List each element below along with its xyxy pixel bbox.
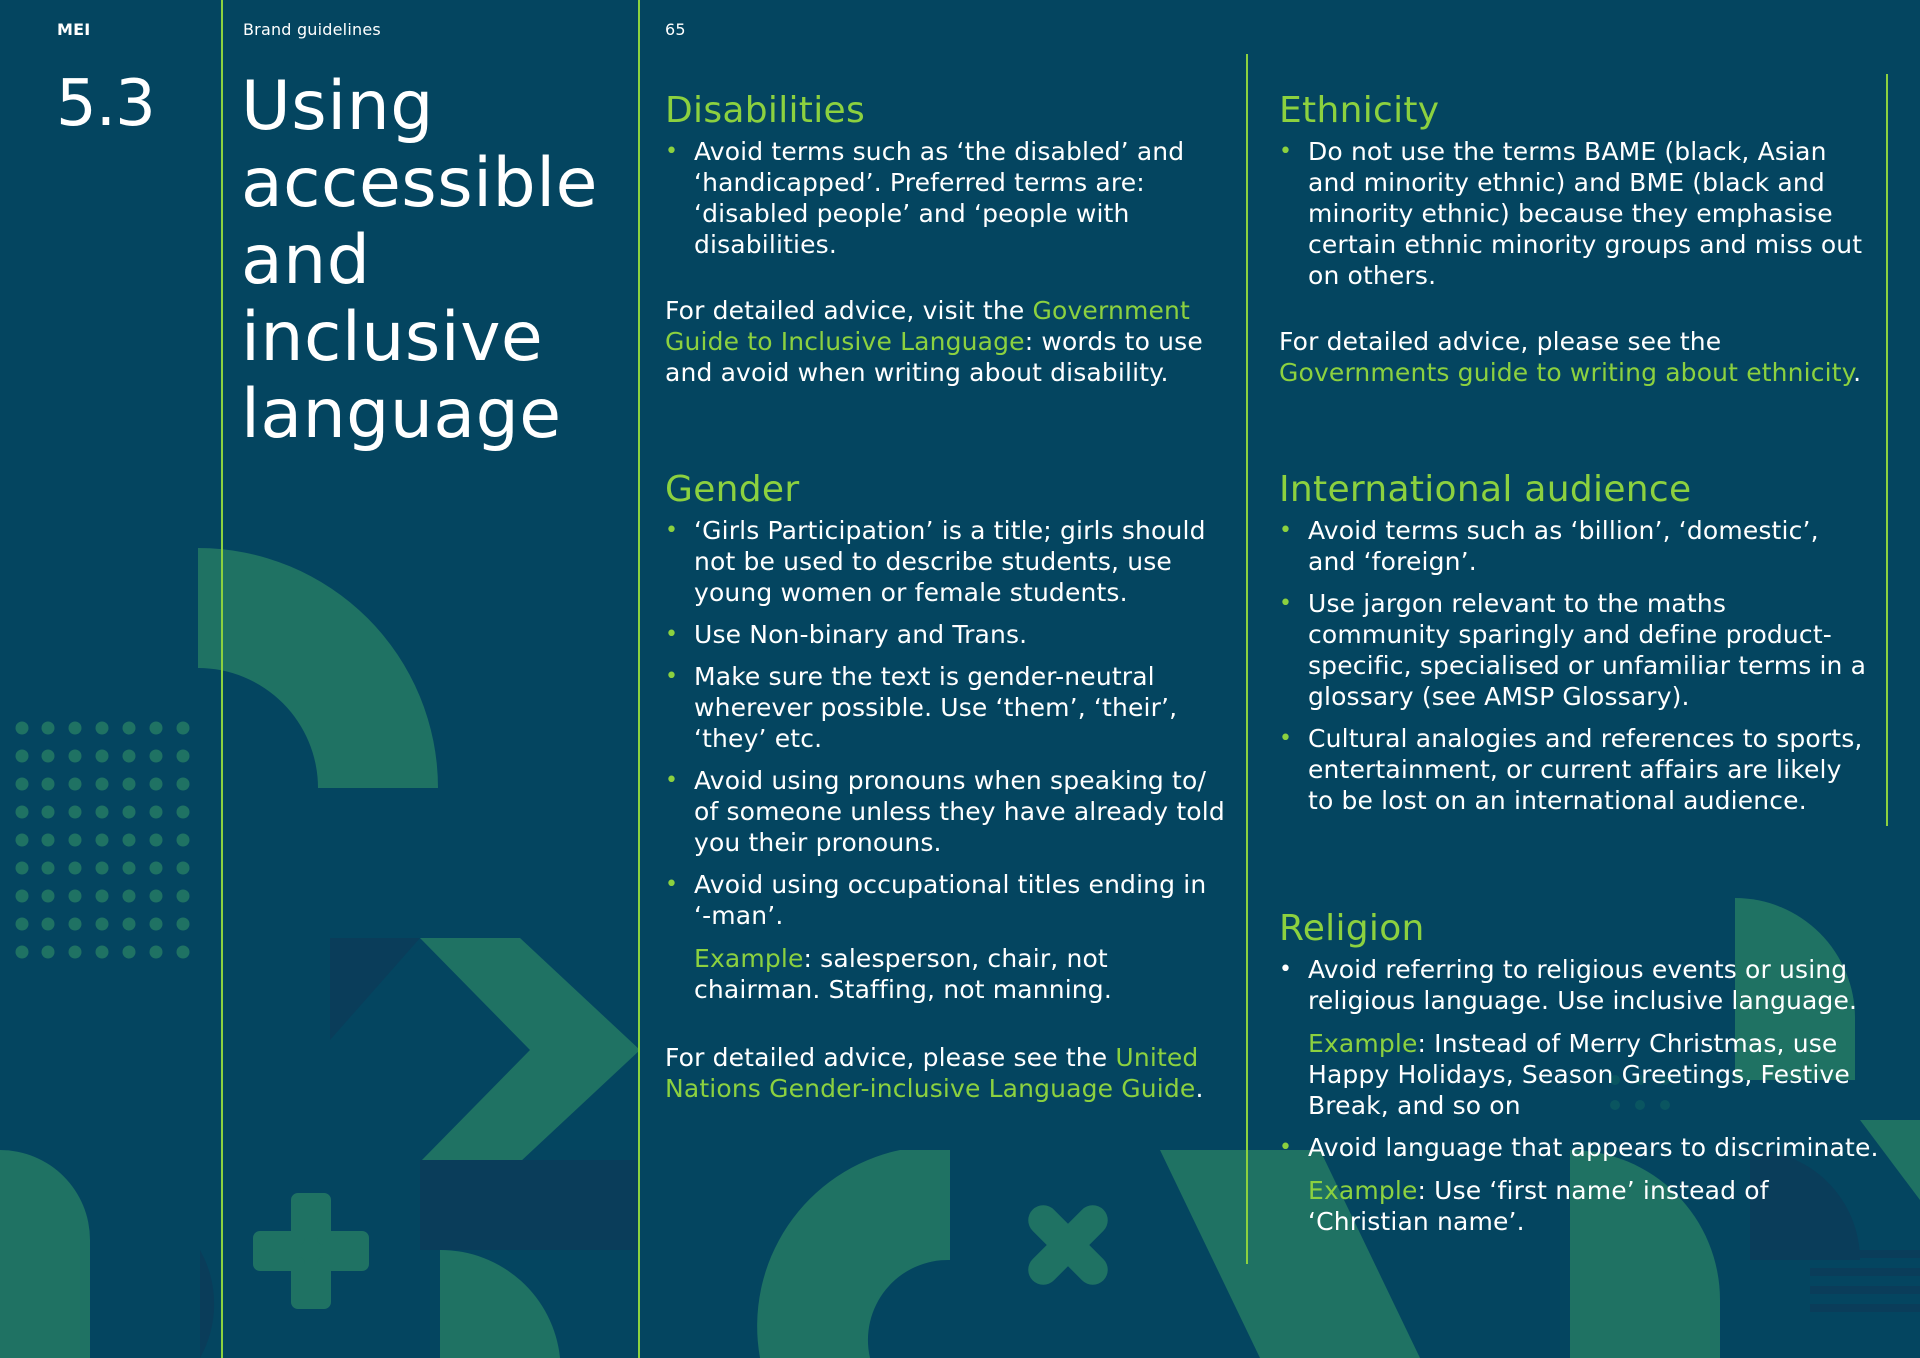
triangle-shape bbox=[330, 938, 420, 1040]
list-item: • Cultural analogies and references to sports, entertainment, or current affairs are likely to be lost on an international audience. bbox=[1279, 723, 1869, 816]
disabilities-list bbox=[665, 136, 1230, 260]
ethnicity-list bbox=[1279, 136, 1869, 291]
gender-example bbox=[694, 943, 1230, 1005]
page-title-line: language bbox=[241, 375, 562, 454]
example-label: Example bbox=[1308, 1176, 1418, 1205]
list-item-text: Avoid referring to religious events or using religious language. Use inclusive language. bbox=[1308, 955, 1858, 1015]
un-guide-link[interactable]: United Nations Gender-inclusive Language Guide bbox=[665, 1043, 1199, 1103]
gender-section bbox=[665, 469, 1230, 1104]
list-item bbox=[1279, 954, 1879, 1121]
divider-line-1 bbox=[221, 0, 223, 1358]
list-item bbox=[665, 869, 1230, 1005]
example-text: : Use ‘first name’ instead of ‘Christian name’. bbox=[1308, 1176, 1769, 1236]
example-label: Example bbox=[694, 944, 804, 973]
section-number: 5.3 bbox=[56, 67, 155, 141]
list-item: • Use Non-binary and Trans. bbox=[665, 619, 1230, 650]
list-item: • Avoid using pronouns when speaking to/ of someone unless they have already told you their pronouns. bbox=[665, 765, 1230, 858]
advice-text: For detailed advice, please see the bbox=[665, 1043, 1116, 1072]
divider-line-3 bbox=[1246, 54, 1248, 1264]
list-item-text: Avoid language that appears to discriminate. bbox=[1308, 1133, 1879, 1162]
doc-title: Brand guidelines bbox=[243, 20, 381, 39]
disabilities-guide-link[interactable]: Government Guide to Inclusive Language bbox=[665, 296, 1190, 356]
page-number: 65 bbox=[665, 20, 686, 39]
gender-list bbox=[665, 515, 1230, 1005]
gender-heading: Gender bbox=[665, 469, 800, 510]
advice-text: For detailed advice, please see the bbox=[1279, 327, 1722, 356]
ethnicity-section bbox=[1279, 90, 1869, 388]
example-label: Example bbox=[1308, 1029, 1418, 1058]
chevron-shape bbox=[420, 938, 640, 1162]
divider-line-2 bbox=[638, 0, 640, 1358]
ethnicity-advice bbox=[1279, 326, 1869, 388]
religion-section bbox=[1279, 908, 1879, 1248]
list-item: • Make sure the text is gender-neutral wherever possible. Use ‘them’, ‘their’, ‘they’ etc. bbox=[665, 661, 1230, 754]
page-title bbox=[241, 68, 598, 453]
plus-shape bbox=[260, 1200, 362, 1302]
list-item: • Use jargon relevant to the maths community sparingly and define product-specific, specialised or unfamiliar terms in a glossary (see AMSP Glossary). bbox=[1279, 588, 1869, 712]
disabilities-section bbox=[665, 90, 1230, 388]
page-title-line: accessible bbox=[241, 144, 598, 223]
international-heading: International audience bbox=[1279, 469, 1692, 510]
religion-example bbox=[1308, 1175, 1879, 1237]
religion-heading: Religion bbox=[1279, 908, 1425, 949]
advice-text: For detailed advice, visit the bbox=[665, 296, 1033, 325]
gender-advice bbox=[665, 1042, 1230, 1104]
advice-text: : words to use and avoid when writing about disability. bbox=[665, 327, 1203, 387]
page-title-line: inclusive bbox=[241, 298, 544, 377]
example-text: : salesperson, chair, not chairman. Staffing, not manning. bbox=[694, 944, 1112, 1004]
arc-shape-bottom bbox=[757, 1150, 950, 1358]
list-item bbox=[1279, 1132, 1879, 1237]
list-item: • ‘Girls Participation’ is a title; girls should not be used to describe students, use young women or female students. bbox=[665, 515, 1230, 608]
divider-line-4 bbox=[1886, 74, 1888, 826]
list-item: • Avoid terms such as ‘the disabled’ and ‘handicapped’. Preferred terms are: ‘disabled people’ and ‘people with disabilities. bbox=[665, 136, 1230, 260]
page-title-line: Using bbox=[241, 67, 434, 146]
brand-name: MEI bbox=[57, 20, 91, 39]
advice-text: . bbox=[1195, 1074, 1204, 1103]
disabilities-heading: Disabilities bbox=[665, 90, 866, 131]
list-item: • Avoid terms such as ‘billion’, ‘domestic’, and ‘foreign’. bbox=[1279, 515, 1869, 577]
half-circle-bottom-left bbox=[0, 1150, 90, 1358]
religion-list bbox=[1279, 954, 1879, 1237]
example-text: : Instead of Merry Christmas, use Happy Holidays, Season Greetings, Festive Break, and so on bbox=[1308, 1029, 1850, 1120]
cross-shape bbox=[997, 1174, 1138, 1315]
ethnicity-heading: Ethnicity bbox=[1279, 90, 1440, 131]
religion-example bbox=[1308, 1028, 1879, 1121]
list-item-text: Avoid using occupational titles ending in ‘-man’. bbox=[694, 870, 1207, 930]
page-title-line: and bbox=[241, 221, 371, 300]
international-section bbox=[1279, 469, 1869, 827]
international-list bbox=[1279, 515, 1869, 816]
list-item: • Do not use the terms BAME (black, Asian and minority ethnic) and BME (black and minority ethnic) because they emphasise certain ethnic minority groups and miss out on others. bbox=[1279, 136, 1869, 291]
dot-grid-left bbox=[16, 722, 190, 959]
advice-text: . bbox=[1853, 358, 1862, 387]
arc-shape-left bbox=[198, 548, 438, 788]
disabilities-advice bbox=[665, 295, 1230, 388]
ethnicity-guide-link[interactable]: Governments guide to writing about ethnicity bbox=[1279, 358, 1854, 387]
